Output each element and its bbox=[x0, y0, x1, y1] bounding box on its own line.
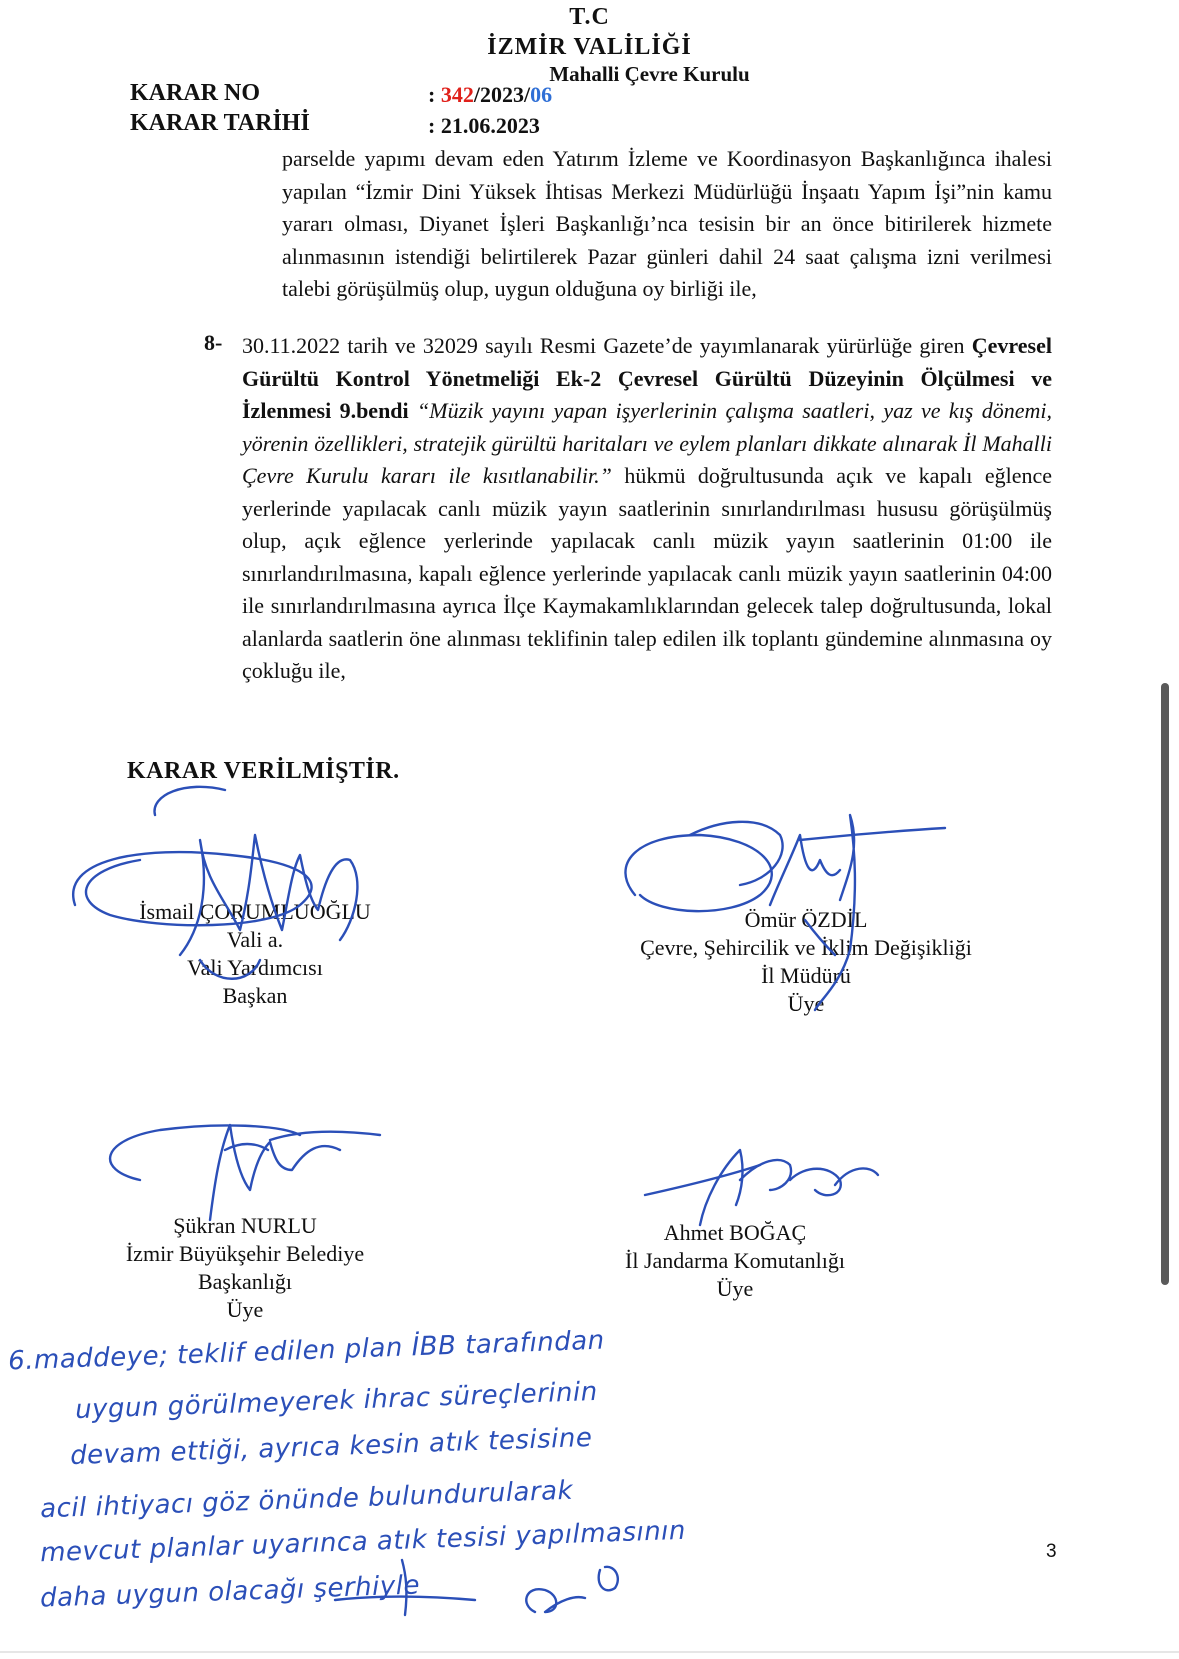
signature-hook bbox=[155, 787, 225, 815]
signatory-name: Şükran NURLU bbox=[173, 1213, 317, 1238]
signatory-name: Ahmet BOĞAÇ bbox=[663, 1220, 807, 1245]
handwritten-line: acil ihtiyacı göz önünde bulundurularak bbox=[39, 1475, 574, 1525]
karar-verilmistir: KARAR VERİLMİŞTİR. bbox=[127, 758, 400, 784]
header-valilik: İZMİR VALİLİĞİ bbox=[487, 34, 692, 60]
karar-no-year: /2023/ bbox=[473, 82, 531, 107]
handwritten-line: uygun görülmeyerek ihrac süreçlerinin bbox=[74, 1376, 599, 1426]
handwritten-line: daha uygun olacağı şerhiyle bbox=[39, 1570, 421, 1614]
karar-no-label: KARAR NO bbox=[130, 80, 260, 106]
item8-decision: hükmü doğrultusunda açık ve kapalı eğlence yerlerinde yapılacak canlı müzik yayın saatlerinin sınırlandırılması hususu görüşülmüş olup, açık eğlence yerlerinde yapılacak canlı müzik yayın saatlerinin 01:00 ile sınırlandırılmasına, kapalı eğlence yerlerinde yapılacak canlı müzik yayın saatlerinin 04:00 ile sınırlandırılmasına ayrıca İlçe Kaymakamlıklarından gelecek talep doğrultusunda, lokal alanlarda saatlerin öne alınması teklifinin talep edilen ilk toplantı gündemine alınmasına oy çokluğu ile, bbox=[242, 463, 1053, 683]
paraph-mark-4 bbox=[599, 1567, 618, 1590]
header-kurul: Mahalli Çevre Kurulu bbox=[549, 62, 750, 86]
signature-block-baskan bbox=[90, 898, 420, 1010]
signatory-role: Üye bbox=[716, 1276, 754, 1301]
paraph-mark-3 bbox=[526, 1589, 585, 1612]
signatory-line: Vali a. bbox=[226, 927, 284, 952]
item8-quote: “Müzik yayını yapan işyerlerinin çalışma saatleri, yaz ve kış dönemi, yörenin özellikleri, stratejik gürültü haritaları ve eylem planları dikkate alınarak İl Mahalli Çevre Kurulu kararı ile kısıtlanabilir.” bbox=[242, 398, 1052, 488]
signatory-title: İl Müdürü bbox=[761, 963, 851, 988]
signatory-title: Başkanlığı bbox=[197, 1269, 293, 1294]
signatory-line: Çevre, Şehircilik ve İklim Değişikliği bbox=[640, 935, 972, 960]
handwritten-line: mevcut planlar uyarınca atık tesisi yapılmasının bbox=[39, 1515, 687, 1569]
signatory-title: Vali Yardımcısı bbox=[187, 955, 323, 980]
signatory-name: İsmail ÇORUMLUOĞLU bbox=[139, 899, 371, 924]
page-bottom-edge bbox=[0, 1651, 1179, 1653]
signature-scribble-3 bbox=[110, 1125, 380, 1220]
handwritten-line: 6.maddeye; teklif edilen plan İBB tarafından bbox=[7, 1325, 606, 1377]
karar-no-prefix: : bbox=[428, 82, 441, 107]
item-number: 8- bbox=[204, 330, 223, 355]
page-number: 3 bbox=[1046, 1541, 1057, 1562]
signatory-line: İzmir Büyükşehir Belediye bbox=[125, 1241, 365, 1266]
signatory-role: Başkan bbox=[222, 983, 288, 1008]
paragraph-item7-continuation: parselde yapımı devam eden Yatırım İzleme ve Koordinasyon Başkanlığınca ihalesi yapılan “İzmir Dini Yüksek İhtisas Merkezi Müdürlüğü İnşaatı Yapım İşi”nin kamu yararı olması, Diyanet İşleri Başkanlığı’nca tesisin bir an önce bitirilerek hizmete alınmasının istendiği belirtilerek Pazar günleri dahil 24 saat çalışma izni verilmesi talebi görüşülmüş olup, uygun olduğuna oy birliği ile, bbox=[282, 146, 1052, 301]
signature-block-belediye bbox=[90, 1212, 400, 1324]
signature-scribble-4 bbox=[645, 1150, 878, 1225]
paragraph-item8 bbox=[242, 330, 1052, 688]
karar-no-month: 06 bbox=[530, 82, 553, 107]
karar-tarihi-label: KARAR TARİHİ bbox=[130, 110, 310, 136]
karar-no-number: 342 bbox=[440, 82, 474, 107]
signature-block-jandarma bbox=[605, 1219, 865, 1303]
karar-no-value bbox=[428, 82, 552, 108]
handwritten-line: devam ettiği, ayrıca kesin atık tesisine bbox=[69, 1422, 593, 1472]
signatory-name: Ömür ÖZDİL bbox=[744, 907, 868, 932]
scrollbar-thumb[interactable] bbox=[1161, 683, 1169, 1285]
header-tc: T.C bbox=[569, 4, 610, 30]
signatory-role: Üye bbox=[226, 1297, 264, 1322]
signatory-line: İl Jandarma Komutanlığı bbox=[625, 1248, 845, 1273]
item8-intro: 30.11.2022 tarih ve 32029 sayılı Resmi Gazete’de yayımlanarak yürürlüğe giren bbox=[242, 333, 965, 358]
signature-block-il-muduru bbox=[586, 906, 1026, 1018]
item8-regulation: Çevresel Gürültü Kontrol Yönetmeliği Ek-2 Çevresel Gürültü Düzeyinin Ölçülmesi ve İzlenmesi 9.bendi bbox=[242, 333, 1052, 423]
karar-tarihi-value: : 21.06.2023 bbox=[428, 113, 540, 138]
signatory-role: Üye bbox=[787, 991, 825, 1016]
